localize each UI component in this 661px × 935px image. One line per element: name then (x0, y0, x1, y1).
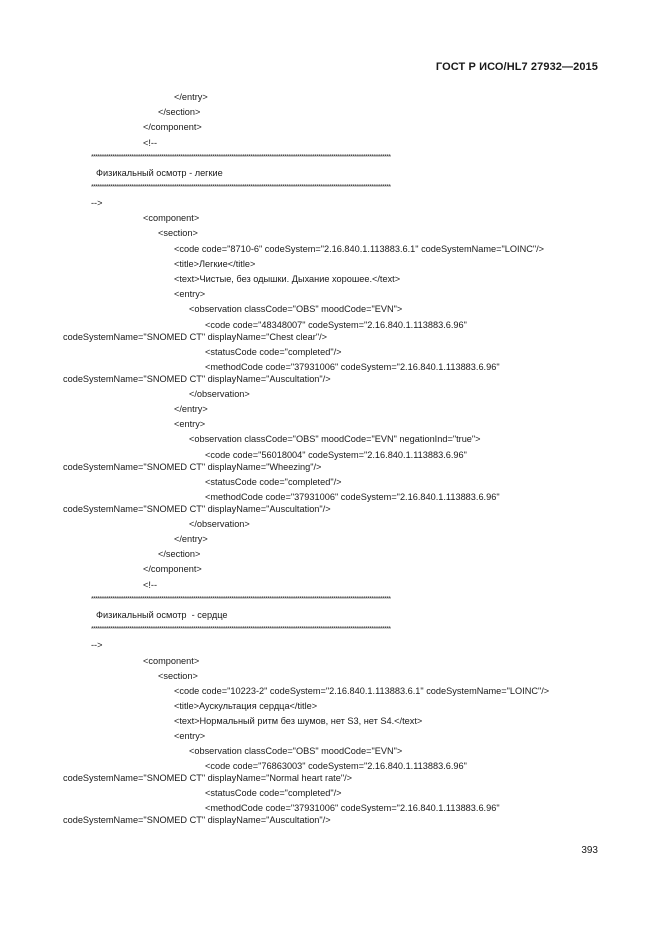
code-line: <text>Чистые, без одышки. Дыхание хорошее.</text> (174, 274, 401, 284)
code-line: </section> (158, 549, 201, 559)
section-comment-title: Физикальный осмотр - легкие (96, 168, 223, 178)
page-number: 393 (581, 845, 598, 856)
code-line: --> (91, 640, 103, 650)
code-line: <statusCode code="completed"/> (205, 788, 342, 798)
code-line: --> (91, 198, 103, 208)
code-line: </component> (143, 122, 202, 132)
code-line: <code code="10223-2" codeSystem="2.16.840.1.113883.6.1" codeSystemName="LOINC"/> (174, 686, 550, 696)
separator-stars: ********************************************************************************************************************************************* (91, 154, 391, 161)
code-line: <component> (143, 213, 200, 223)
code-line: codeSystemName="SNOMED CT" displayName="Auscultation"/> (63, 374, 331, 384)
code-line: <methodCode code="37931006" codeSystem="2.16.840.1.113883.6.96" (205, 492, 500, 502)
code-line: <methodCode code="37931006" codeSystem="2.16.840.1.113883.6.96" (205, 362, 500, 372)
code-line: <entry> (174, 419, 206, 429)
code-line: <observation classCode="OBS" moodCode="EVN"> (189, 304, 403, 314)
code-line: <section> (158, 228, 198, 238)
code-line: </entry> (174, 92, 208, 102)
page-header: ГОСТ Р ИСО/HL7 27932—2015 (435, 61, 598, 73)
code-line: <observation classCode="OBS" moodCode="EVN"> (189, 746, 403, 756)
code-line: <!-- (143, 138, 158, 148)
code-line: <text>Нормальный ритм без шумов, нет S3, нет S4.</text> (174, 716, 423, 726)
code-line: </observation> (189, 389, 250, 399)
code-line: <code code="8710-6" codeSystem="2.16.840.1.113883.6.1" codeSystemName="LOINC"/> (174, 244, 545, 254)
code-line: <entry> (174, 731, 206, 741)
code-line: </component> (143, 564, 202, 574)
code-line: </section> (158, 107, 201, 117)
code-line: <component> (143, 656, 200, 666)
separator-stars: ********************************************************************************************************************************************* (91, 184, 391, 191)
code-line: codeSystemName="SNOMED CT" displayName="Chest clear"/> (63, 332, 328, 342)
code-line: <methodCode code="37931006" codeSystem="2.16.840.1.113883.6.96" (205, 803, 500, 813)
separator-stars: ********************************************************************************************************************************************* (91, 626, 391, 633)
code-line: </entry> (174, 404, 208, 414)
code-line: </entry> (174, 534, 208, 544)
section-comment-title: Физикальный осмотр - сердце (96, 610, 228, 620)
code-line: <title>Легкие</title> (174, 259, 256, 269)
code-line: <statusCode code="completed"/> (205, 347, 342, 357)
code-line: codeSystemName="SNOMED CT" displayName="Auscultation"/> (63, 815, 331, 825)
code-line: <!-- (143, 580, 158, 590)
code-line: <observation classCode="OBS" moodCode="EVN" negationInd="true"> (189, 434, 481, 444)
code-line: codeSystemName="SNOMED CT" displayName="Normal heart rate"/> (63, 773, 353, 783)
code-line: </observation> (189, 519, 250, 529)
code-line: <title>Аускультация сердца</title> (174, 701, 318, 711)
code-line: codeSystemName="SNOMED CT" displayName="Auscultation"/> (63, 504, 331, 514)
code-line: <code code="48348007" codeSystem="2.16.840.1.113883.6.96" (205, 320, 467, 330)
code-line: <statusCode code="completed"/> (205, 477, 342, 487)
separator-stars: ********************************************************************************************************************************************* (91, 596, 391, 603)
code-line: <code code="56018004" codeSystem="2.16.840.1.113883.6.96" (205, 450, 467, 460)
code-line: <entry> (174, 289, 206, 299)
code-line: <code code="76863003" codeSystem="2.16.840.1.113883.6.96" (205, 761, 467, 771)
code-line: codeSystemName="SNOMED CT" displayName="Wheezing"/> (63, 462, 322, 472)
code-line: <section> (158, 671, 198, 681)
